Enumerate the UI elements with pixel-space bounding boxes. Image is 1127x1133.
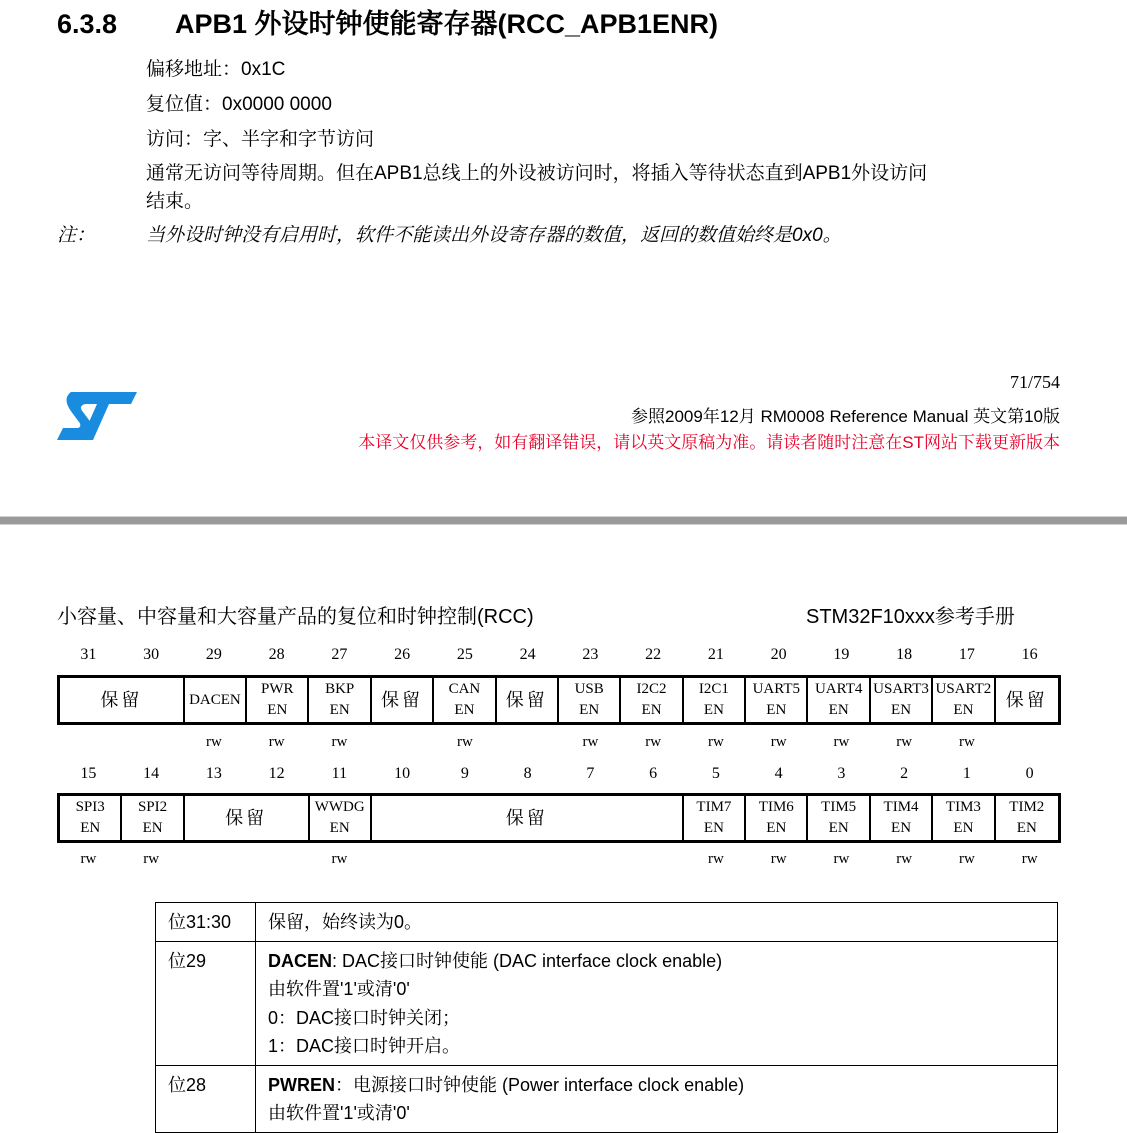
register-field: [808, 796, 870, 840]
field-label: TIM6: [758, 799, 794, 815]
register-field: [434, 678, 496, 722]
register-field: [185, 678, 247, 722]
bit-number: 0: [1025, 765, 1034, 782]
field-label: 保留: [381, 689, 424, 710]
bit-number: 2: [900, 765, 909, 782]
register-field: [60, 678, 185, 722]
field-label: SPI2: [137, 799, 168, 815]
bit-number: 31: [80, 646, 97, 663]
register-field: [60, 796, 122, 840]
description-title: [268, 947, 1047, 976]
field-label-suffix: EN: [828, 702, 849, 718]
bit-number: 23: [582, 646, 599, 663]
bit-number: 13: [205, 765, 222, 782]
register-field: [372, 678, 434, 722]
bit-number: 24: [519, 646, 536, 663]
bit-number: 29: [205, 646, 222, 663]
register-field: [871, 796, 933, 840]
bit-number: 20: [770, 646, 787, 663]
field-label: TIM3: [945, 799, 981, 815]
register-field: [684, 796, 746, 840]
table-row: [156, 1065, 1058, 1132]
access-label: rw: [770, 851, 787, 867]
access-label: rw: [331, 851, 348, 867]
bit-number: 10: [394, 765, 411, 782]
bit-number: 3: [837, 765, 846, 782]
page-divider: [0, 516, 1127, 525]
register-field: [122, 796, 184, 840]
bit-number: 4: [774, 765, 783, 782]
field-label-suffix: EN: [891, 820, 912, 836]
translation-disclaimer: 本译文仅供参考，如有翻译错误，请以英文原稿为准。请读者随时注意在ST网站下载更新版本: [358, 433, 1060, 452]
field-name: PWREN: [268, 1074, 335, 1095]
offset-address: 偏移地址：0x1C: [146, 59, 286, 80]
register-field: [746, 796, 808, 840]
field-label-suffix: EN: [329, 820, 350, 836]
field-label: 保留: [1005, 689, 1048, 710]
register-field: [309, 678, 371, 722]
field-label-suffix: EN: [80, 820, 101, 836]
upper-bit-numbers: [57, 646, 1061, 668]
bit-number: 5: [711, 765, 720, 782]
bit-range: 位29: [156, 941, 256, 1065]
lower-bit-numbers: [57, 765, 1061, 787]
bit-number: 19: [833, 646, 850, 663]
access-label: rw: [205, 734, 222, 750]
access-label: rw: [896, 734, 913, 750]
field-label-suffix: EN: [641, 702, 662, 718]
chapter-header: 小容量、中容量和大容量产品的复位和时钟控制(RCC): [57, 606, 534, 628]
field-title: ：电源接口时钟使能 (Power interface clock enable): [335, 1074, 745, 1095]
description-line: 由软件置'1'或清'0': [268, 1103, 410, 1123]
manual-header: STM32F10xxx参考手册: [806, 606, 1015, 628]
bit-description: [256, 941, 1058, 1065]
description-title: [268, 1071, 1047, 1100]
field-label-suffix: EN: [703, 702, 724, 718]
bit-number: 26: [394, 646, 411, 663]
register-field: [933, 678, 995, 722]
bit-number: 14: [143, 765, 160, 782]
table-row: [156, 903, 1058, 942]
page-number: 71/754: [1009, 372, 1060, 392]
description-line: 1：DAC接口时钟开启。: [268, 1036, 461, 1056]
access-label: rw: [80, 851, 97, 867]
access-label: rw: [958, 734, 975, 750]
table-row: [156, 941, 1058, 1065]
reset-value: 复位值：0x0000 0000: [146, 94, 332, 115]
access-label: rw: [268, 734, 285, 750]
field-label-suffix: EN: [1016, 820, 1037, 836]
field-label-suffix: EN: [953, 702, 974, 718]
access-label: rw: [645, 734, 662, 750]
bit-number: 21: [707, 646, 724, 663]
field-label-suffix: EN: [703, 820, 724, 836]
field-label-suffix: EN: [766, 702, 787, 718]
bit-number: 8: [523, 765, 532, 782]
wait-state-line2: 结束。: [146, 191, 204, 212]
bit-number: 9: [460, 765, 469, 782]
bit-number: 16: [1021, 646, 1038, 663]
field-label: WWDG: [314, 799, 365, 815]
bit-number: 12: [268, 765, 285, 782]
register-field: [621, 678, 683, 722]
register-field: [808, 678, 870, 722]
access-label: rw: [1021, 851, 1038, 867]
field-label: USB: [574, 681, 604, 697]
bit-number: 7: [586, 765, 595, 782]
register-field: [996, 678, 1058, 722]
field-label: PWR: [261, 681, 294, 697]
field-label: 保留: [100, 689, 143, 710]
field-label: TIM7: [696, 799, 732, 815]
field-label: DACEN: [189, 691, 241, 708]
field-label-suffix: EN: [953, 820, 974, 836]
field-title: : DAC接口时钟使能 (DAC interface clock enable): [332, 950, 723, 971]
reference-note: 参照2009年12月 RM0008 Reference Manual 英文第10版: [631, 407, 1060, 426]
field-label: 保留: [225, 807, 268, 828]
bit-number: 27: [331, 646, 348, 663]
access-label: rw: [143, 851, 160, 867]
register-field: [310, 796, 372, 840]
field-label-suffix: EN: [828, 820, 849, 836]
bit-number: 17: [958, 646, 975, 663]
section-number: 6.3.8: [57, 9, 118, 39]
bit-number: 11: [331, 765, 348, 782]
field-label: TIM4: [883, 799, 919, 815]
field-label: USART2: [935, 681, 992, 697]
field-label-suffix: EN: [891, 702, 912, 718]
bit-number: 25: [456, 646, 473, 663]
field-label: TIM2: [1009, 799, 1045, 815]
wait-state-line1: 通常无访问等待周期。但在APB1总线上的外设被访问时，将插入等待状态直到APB1外设访问: [146, 163, 928, 184]
access-label: rw: [770, 734, 787, 750]
field-label: 保留: [505, 807, 548, 828]
bit-number: 1: [962, 765, 971, 782]
field-label: I2C2: [636, 681, 667, 697]
access-label: rw: [958, 851, 975, 867]
field-label-suffix: EN: [267, 702, 288, 718]
section-heading: [57, 2, 718, 41]
register-lower-row: [57, 793, 1061, 843]
access-label: rw: [707, 851, 724, 867]
access-label: rw: [896, 851, 913, 867]
bit-number: 22: [645, 646, 662, 663]
description-line: 0：DAC接口时钟关闭；: [268, 1007, 461, 1028]
description-line: 保留，始终读为0。: [268, 912, 423, 932]
access-label: rw: [331, 734, 348, 750]
bit-description: [256, 1065, 1058, 1132]
field-label-suffix: EN: [329, 702, 350, 718]
field-label-suffix: EN: [579, 702, 600, 718]
register-field: [497, 678, 559, 722]
register-upper-row: [57, 675, 1061, 725]
field-label-suffix: EN: [142, 820, 163, 836]
bit-range: 位28: [156, 1065, 256, 1132]
access-label: rw: [707, 734, 724, 750]
bit-number: 28: [268, 646, 285, 663]
bit-description: [256, 903, 1058, 942]
note-text: 当外设时钟没有启用时，软件不能读出外设寄存器的数值，返回的数值始终是0x0。: [146, 225, 842, 246]
field-label-suffix: EN: [766, 820, 787, 836]
lower-access-row: [57, 851, 1061, 871]
register-field: [684, 678, 746, 722]
register-field: [933, 796, 995, 840]
bit-range: 位31:30: [156, 903, 256, 942]
field-label: USART3: [873, 681, 929, 697]
field-label: SPI3: [75, 799, 105, 815]
section-title: APB1 外设时钟使能寄存器(RCC_APB1ENR): [175, 9, 719, 39]
register-field: [559, 678, 621, 722]
field-label: TIM5: [821, 799, 857, 815]
field-label: UART4: [814, 681, 863, 697]
field-label: BKP: [325, 681, 355, 697]
bit-number: 15: [80, 765, 97, 782]
register-field: [185, 796, 310, 840]
bit-number: 6: [649, 765, 658, 782]
access-label: rw: [582, 734, 599, 750]
register-field: [372, 796, 684, 840]
bit-number: 18: [896, 646, 913, 663]
access-label: rw: [833, 851, 850, 867]
field-label-suffix: EN: [454, 702, 475, 718]
upper-access-row: [57, 734, 1061, 754]
note-label: 注：: [57, 225, 96, 246]
field-label: 保留: [505, 689, 548, 710]
access-label: rw: [456, 734, 473, 750]
register-field: [247, 678, 309, 722]
field-label: CAN: [448, 681, 481, 697]
register-field: [746, 678, 808, 722]
field-name: DACEN: [268, 950, 333, 971]
description-line: 由软件置'1'或清'0': [268, 979, 410, 999]
field-label: UART5: [752, 681, 801, 697]
access-label: rw: [833, 734, 850, 750]
field-label: I2C1: [698, 681, 729, 697]
st-logo-icon: [57, 390, 137, 442]
bit-description-table: [155, 902, 1058, 1133]
access-type: 访问：字、半字和字节访问: [146, 129, 375, 150]
bit-number: 30: [143, 646, 160, 663]
register-field: [871, 678, 933, 722]
register-field: [996, 796, 1058, 840]
